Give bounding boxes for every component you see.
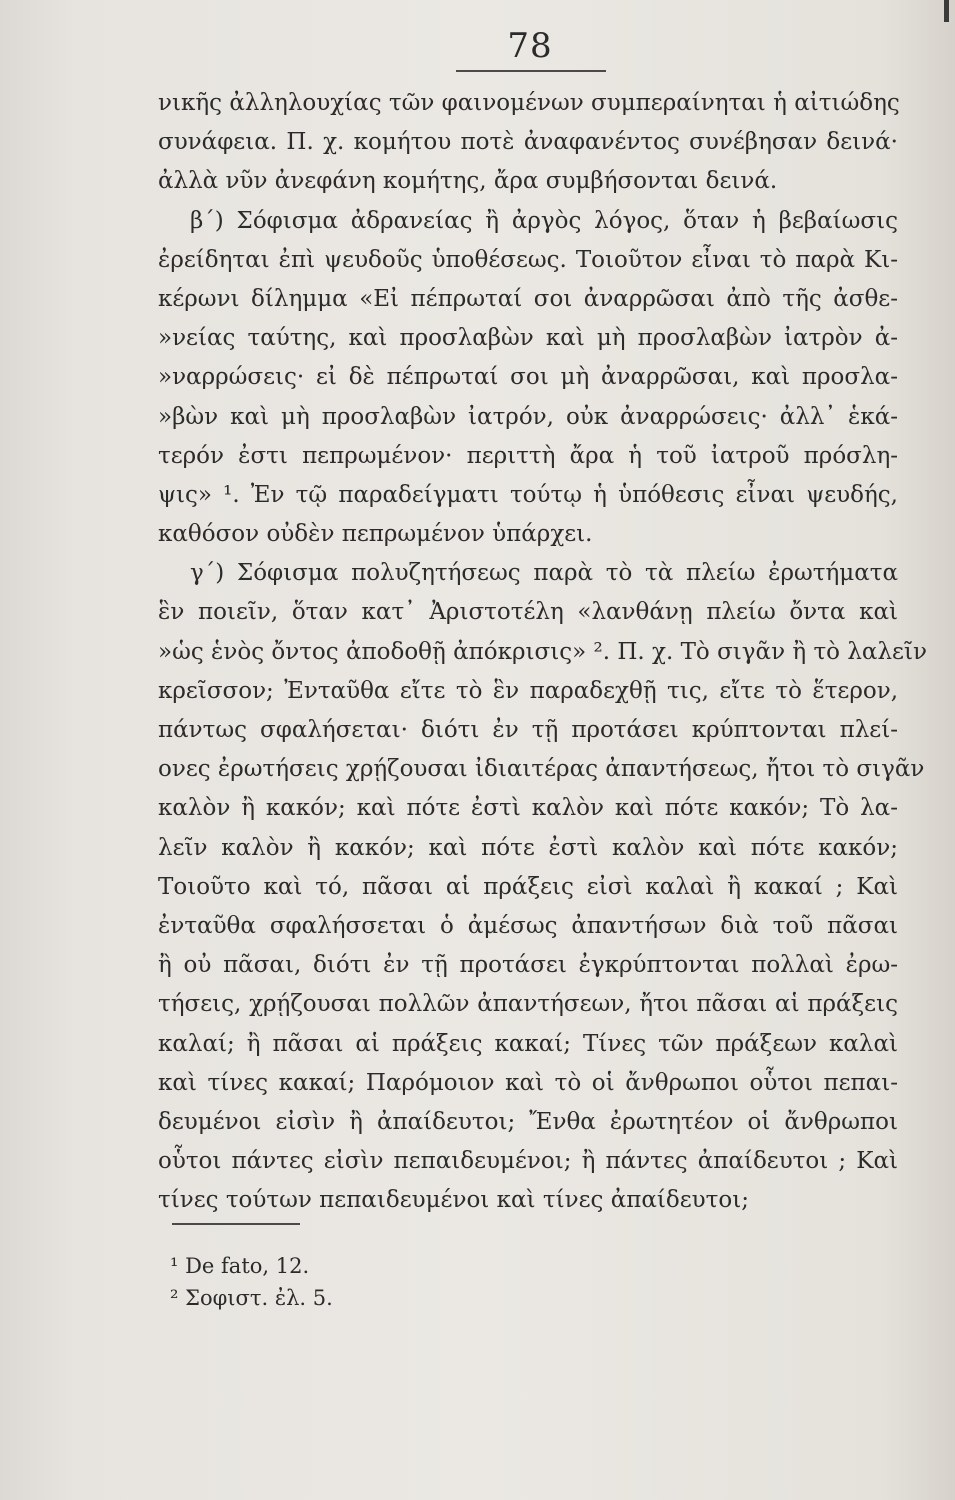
text-line: γ΄) Σόφισμα πολυζητήσεως παρὰ τὸ τὰ πλείω ἐρωτήματα xyxy=(190,560,898,587)
text-line: Τοιοῦτο καὶ τό, πᾶσαι αἱ πράξεις εἰσὶ καλαὶ ἢ κακαί ; Καὶ xyxy=(158,873,898,900)
scan-mark xyxy=(944,0,949,22)
text-line: νικῆς ἀλληλουχίας τῶν φαινομένων συμπεραίνηται ἡ αἰτιώδης xyxy=(158,90,900,116)
text-line: κρεῖσσον; Ἐνταῦθα εἴτε τὸ ἓν παραδεχθῇ τις, εἴτε τὸ ἕτερον, xyxy=(158,677,898,704)
text-line: ψις» ¹. Ἐν τῷ παραδείγματι τούτῳ ἡ ὑπόθεσις εἶναι ψευδής, xyxy=(158,481,898,508)
text-line: ἀλλὰ νῦν ἀνεφάνη κομήτης, ἄρα συμβήσονται δεινά. xyxy=(158,168,778,195)
text-line: »ναρρώσεις· εἰ δὲ πέπρωταί σοι μὴ ἀναρρῶσαι, καὶ προσλα- xyxy=(158,364,898,391)
text-line: ἓν ποιεῖν, ὅταν κατ᾽ Ἀριστοτέλη «λανθάνῃ πλείω ὄντα καὶ xyxy=(158,599,898,626)
text-line: τήσεις, χρῄζουσαι πολλῶν ἀπαντήσεων, ἤτοι πᾶσαι αἱ πράξεις xyxy=(158,991,898,1018)
page-number: 78 xyxy=(507,26,553,66)
text-line: τίνες τούτων πεπαιδευμένοι καὶ τίνες ἀπαίδευτοι; xyxy=(158,1187,749,1214)
text-line: καλαί; ἢ πᾶσαι αἱ πράξεις κακαί; Τίνες τῶν πράξεων καλαὶ xyxy=(158,1030,898,1057)
footnote-2: ² Σοφιστ. ἐλ. 5. xyxy=(170,1286,333,1310)
text-line: δευμένοι εἰσὶν ἢ ἀπαίδευτοι; Ἔνθα ἐρωτητέον οἱ ἄνθρωποι xyxy=(158,1108,898,1135)
footnotes xyxy=(170,1250,333,1314)
text-line: β΄) Σόφισμα ἀδρανείας ἢ ἀργὸς λόγος, ὅταν ἡ βεβαίωσις xyxy=(190,207,898,234)
body-text xyxy=(158,84,927,1220)
text-line: καλὸν ἢ κακόν; καὶ πότε ἐστὶ καλὸν καὶ πότε κακόν; Τὸ λα- xyxy=(158,795,898,822)
footnote-1: ¹ De fato, 12. xyxy=(170,1254,310,1278)
text-line: ἢ οὐ πᾶσαι, διότι ἐν τῇ προτάσει ἐγκρύπτονται πολλαὶ ἐρω- xyxy=(158,952,898,979)
text-line: λεῖν καλὸν ἢ κακόν; καὶ πότε ἐστὶ καλὸν καὶ πότε κακόν; xyxy=(158,834,898,861)
text-line: ἐρείδηται ἐπὶ ψευδοῦς ὑποθέσεως. Τοιοῦτον εἶναι τὸ παρὰ Κι- xyxy=(158,246,898,273)
text-line: πάντως σφαλήσεται· διότι ἐν τῇ προτάσει κρύπτονται πλεί- xyxy=(158,717,898,743)
text-line: »βὼν καὶ μὴ προσλαβὼν ἰατρόν, οὐκ ἀναρρώσεις· ἀλλ᾽ ἑκά- xyxy=(158,403,898,430)
text-line: οὗτοι πάντες εἰσὶν πεπαιδευμένοι; ἢ πάντες ἀπαίδευτοι ; Καὶ xyxy=(158,1148,898,1175)
text-line: καὶ τίνες κακαί; Παρόμοιον καὶ τὸ οἱ ἄνθρωποι οὗτοι πεπαι- xyxy=(158,1069,898,1096)
text-line: καθόσον οὐδὲν πεπρωμένον ὑπάρχει. xyxy=(158,521,593,548)
text-line: κέρωνι δίλημμα «Εἰ πέπρωταί σοι ἀναρρῶσαι ἀπὸ τῆς ἀσθε- xyxy=(158,285,898,312)
text-line: ἐνταῦθα σφαλήσσεται ὁ ἀμέσως ἀπαντήσων διὰ τοῦ πᾶσαι xyxy=(158,912,898,939)
text-line: »νείας ταύτης, καὶ προσλαβὼν καὶ μὴ προσλαβὼν ἰατρὸν ἀ- xyxy=(158,325,898,352)
text-line: ονες ἐρωτήσεις χρῄζουσαι ἰδιαιτέρας ἀπαντήσεως, ἤτοι τὸ σιγᾶν xyxy=(158,756,925,783)
text-line: τερόν ἐστι πεπρωμένον· περιττὴ ἄρα ἡ τοῦ ἰατροῦ πρόσλη- xyxy=(158,442,898,469)
text-line: συνάφεια. Π. χ. κομήτου ποτὲ ἀναφανέντος συνέβησαν δεινά· xyxy=(158,129,898,156)
footnote-rule xyxy=(172,1223,300,1225)
header-rule xyxy=(456,70,606,72)
text-line: »ὡς ἑνὸς ὄντος ἀποδοθῇ ἀπόκρισις» ². Π. χ. Τὸ σιγᾶν ἢ τὸ λαλεῖν xyxy=(158,638,927,665)
